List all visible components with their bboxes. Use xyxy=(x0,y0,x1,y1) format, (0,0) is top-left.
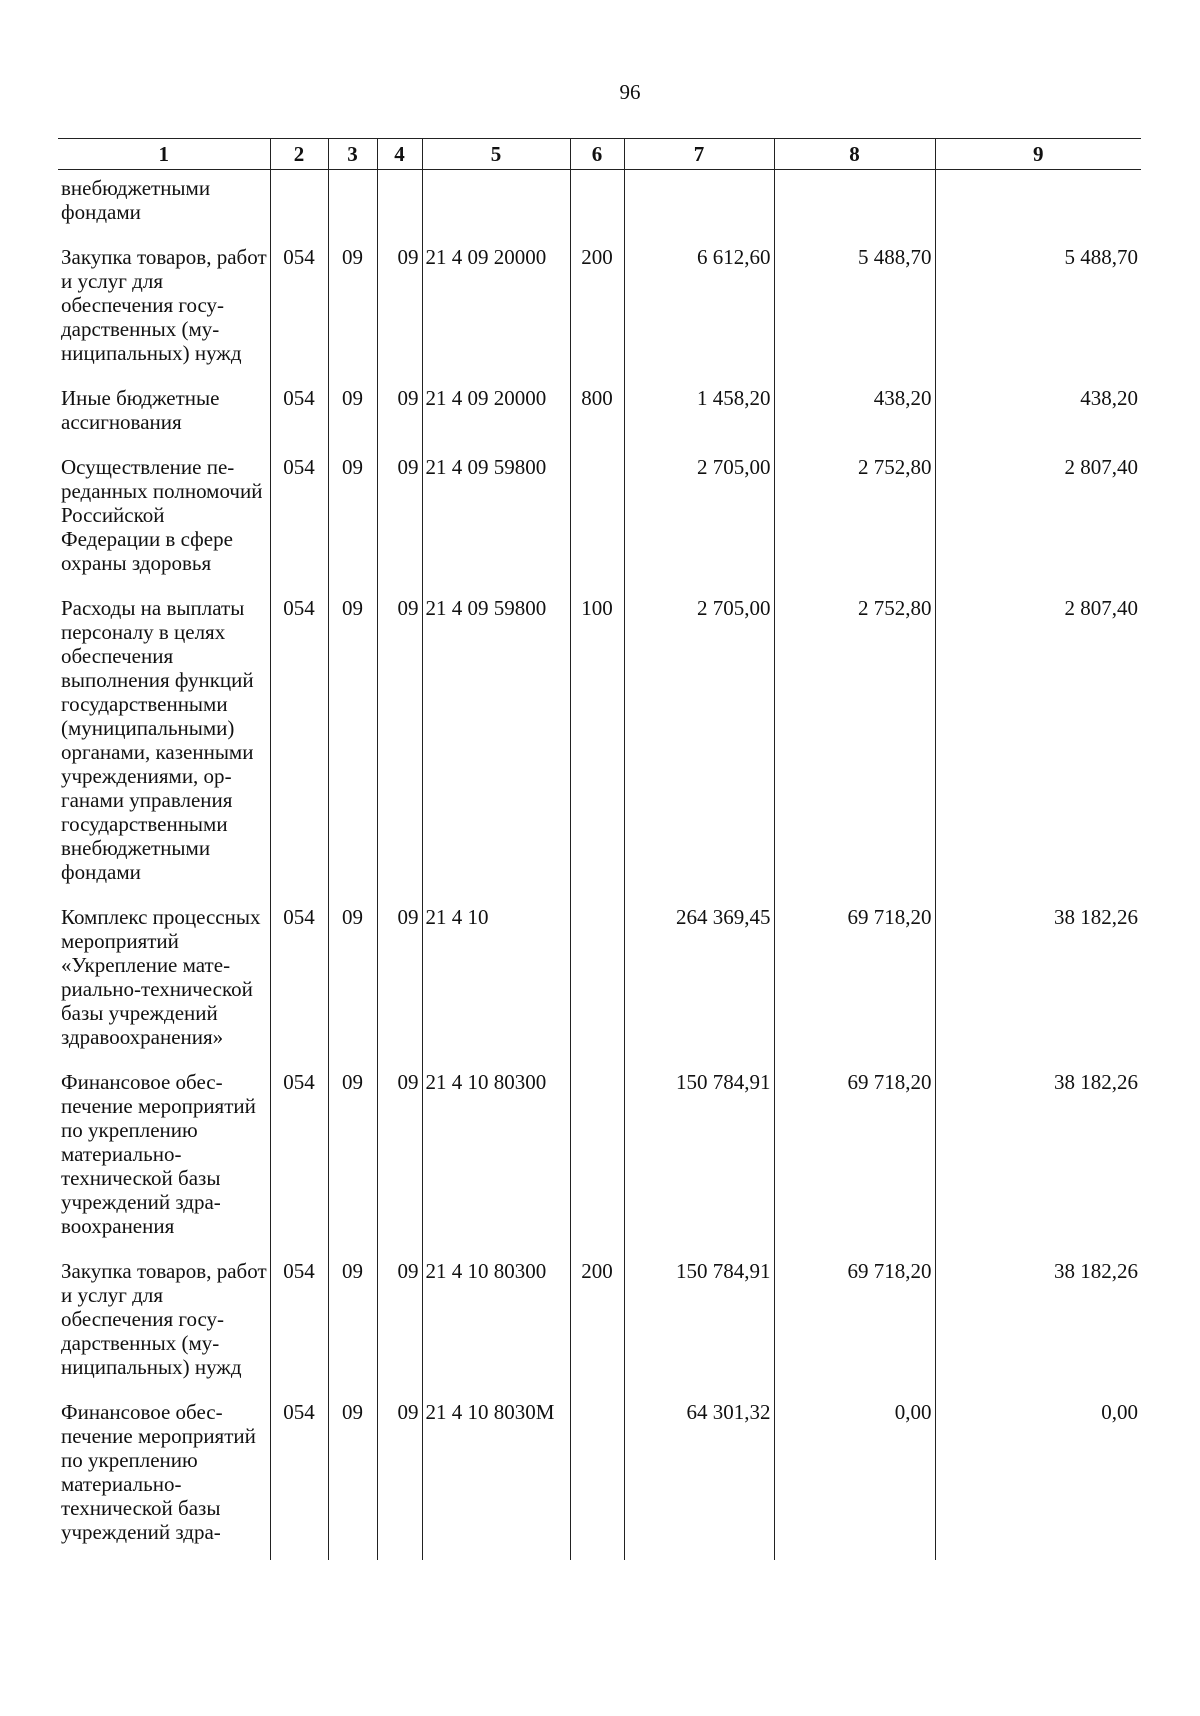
cell-amount-col9: 2 807,40 xyxy=(935,455,1141,596)
cell-subsection: 09 xyxy=(377,905,422,1070)
table-row xyxy=(58,1259,1141,1400)
row-name: Закупка товаров, работ и услуг для обеспечения государственных (муниципальных) нужд xyxy=(61,245,267,365)
cell-expense-type xyxy=(570,1070,624,1259)
table-row xyxy=(58,386,1141,455)
table-row xyxy=(58,1070,1141,1259)
cell-expense-type: 200 xyxy=(570,245,624,386)
cell-subsection: 09 xyxy=(377,596,422,905)
cell-amount-col8: 69 718,20 xyxy=(774,1259,935,1400)
cell-expense-type xyxy=(570,905,624,1070)
column-header: 2 xyxy=(270,139,328,170)
cell-amount-col7: 6 612,60 xyxy=(624,245,774,386)
cell-target-article xyxy=(422,170,570,246)
cell-target-article: 21 4 09 59800 xyxy=(422,596,570,905)
cell-section xyxy=(328,170,377,246)
row-name: Финансовое обеспечение мероприятий по укреплению материально-технической базы учреждений здра- xyxy=(61,1400,256,1544)
table-row xyxy=(58,1400,1141,1560)
table-row xyxy=(58,596,1141,905)
cell-target-article: 21 4 10 xyxy=(422,905,570,1070)
row-name: Закупка товаров, работ и услуг для обеспечения государственных (муниципальных) нужд xyxy=(61,1259,267,1379)
cell-amount-col7: 150 784,91 xyxy=(624,1259,774,1400)
cell-expense-type xyxy=(570,1400,624,1560)
header-row xyxy=(58,139,1141,170)
column-header: 8 xyxy=(774,139,935,170)
cell-expense-type xyxy=(570,455,624,596)
cell-target-article: 21 4 10 8030М xyxy=(422,1400,570,1560)
cell-amount-col8: 0,00 xyxy=(774,1400,935,1560)
column-header: 9 xyxy=(935,139,1141,170)
column-header: 4 xyxy=(377,139,422,170)
cell-subsection: 09 xyxy=(377,386,422,455)
cell-amount-col9: 0,00 xyxy=(935,1400,1141,1560)
cell-amount-col9: 38 182,26 xyxy=(935,1070,1141,1259)
row-name: Финансовое обеспечение мероприятий по укреплению материально-технической базы учреждений здравоохранения xyxy=(61,1070,256,1238)
cell-section: 09 xyxy=(328,905,377,1070)
cell-section: 09 xyxy=(328,245,377,386)
column-header: 3 xyxy=(328,139,377,170)
cell-subsection: 09 xyxy=(377,1400,422,1560)
cell-expense-type xyxy=(570,170,624,246)
cell-amount-col9: 5 488,70 xyxy=(935,245,1141,386)
cell-amount-col9: 38 182,26 xyxy=(935,905,1141,1070)
cell-amount-col9 xyxy=(935,170,1141,246)
cell-subsection xyxy=(377,170,422,246)
cell-target-article: 21 4 10 80300 xyxy=(422,1259,570,1400)
column-header: 6 xyxy=(570,139,624,170)
cell-section: 09 xyxy=(328,1259,377,1400)
cell-amount-col7: 64 301,32 xyxy=(624,1400,774,1560)
cell-amount-col7: 150 784,91 xyxy=(624,1070,774,1259)
cell-amount-col8: 2 752,80 xyxy=(774,455,935,596)
cell-amount-col7: 2 705,00 xyxy=(624,596,774,905)
column-header: 1 xyxy=(58,139,270,170)
table-row xyxy=(58,245,1141,386)
cell-ministry-code: 054 xyxy=(270,905,328,1070)
cell-amount-col9: 2 807,40 xyxy=(935,596,1141,905)
cell-amount-col7: 1 458,20 xyxy=(624,386,774,455)
cell-ministry-code: 054 xyxy=(270,1070,328,1259)
cell-section: 09 xyxy=(328,455,377,596)
cell-amount-col8: 2 752,80 xyxy=(774,596,935,905)
cell-subsection: 09 xyxy=(377,245,422,386)
cell-target-article: 21 4 09 20000 xyxy=(422,245,570,386)
budget-table xyxy=(58,138,1141,1560)
cell-amount-col8: 69 718,20 xyxy=(774,1070,935,1259)
cell-subsection: 09 xyxy=(377,1259,422,1400)
cell-expense-type: 800 xyxy=(570,386,624,455)
row-name: Иные бюджетные ассигнования xyxy=(61,386,220,434)
cell-amount-col7: 2 705,00 xyxy=(624,455,774,596)
cell-amount-col7: 264 369,45 xyxy=(624,905,774,1070)
cell-amount-col8 xyxy=(774,170,935,246)
cell-section: 09 xyxy=(328,1400,377,1560)
cell-ministry-code: 054 xyxy=(270,1400,328,1560)
cell-ministry-code: 054 xyxy=(270,386,328,455)
cell-section: 09 xyxy=(328,1070,377,1259)
cell-amount-col8: 69 718,20 xyxy=(774,905,935,1070)
page-number: 96 xyxy=(619,80,641,104)
cell-amount-col9: 438,20 xyxy=(935,386,1141,455)
cell-expense-type: 200 xyxy=(570,1259,624,1400)
column-header: 5 xyxy=(422,139,570,170)
cell-ministry-code: 054 xyxy=(270,245,328,386)
table-row xyxy=(58,455,1141,596)
cell-amount-col9: 38 182,26 xyxy=(935,1259,1141,1400)
row-name: Осуществление переданных полномочий Российской Федерации в сфере охраны здоровья xyxy=(61,455,263,575)
cell-expense-type: 100 xyxy=(570,596,624,905)
cell-section: 09 xyxy=(328,386,377,455)
cell-amount-col8: 438,20 xyxy=(774,386,935,455)
cell-subsection: 09 xyxy=(377,455,422,596)
column-header: 7 xyxy=(624,139,774,170)
cell-amount-col8: 5 488,70 xyxy=(774,245,935,386)
table-row xyxy=(58,170,1141,246)
cell-target-article: 21 4 09 59800 xyxy=(422,455,570,596)
cell-target-article: 21 4 10 80300 xyxy=(422,1070,570,1259)
table-row xyxy=(58,905,1141,1070)
cell-subsection: 09 xyxy=(377,1070,422,1259)
row-name: Расходы на выплаты персоналу в целях обеспечения выполнения функций государственными (муниципальными) органами, казенными учреждениями, органами управления государственными внебюджетными фондами xyxy=(61,596,254,884)
row-name: Комплекс процессных мероприятий «Укрепление материально-технической базы учреждений здравоохранения» xyxy=(61,905,261,1049)
cell-ministry-code: 054 xyxy=(270,1259,328,1400)
cell-ministry-code: 054 xyxy=(270,596,328,905)
cell-ministry-code xyxy=(270,170,328,246)
cell-ministry-code: 054 xyxy=(270,455,328,596)
cell-target-article: 21 4 09 20000 xyxy=(422,386,570,455)
row-name: внебюджетными фондами xyxy=(61,176,211,224)
cell-section: 09 xyxy=(328,596,377,905)
cell-amount-col7 xyxy=(624,170,774,246)
